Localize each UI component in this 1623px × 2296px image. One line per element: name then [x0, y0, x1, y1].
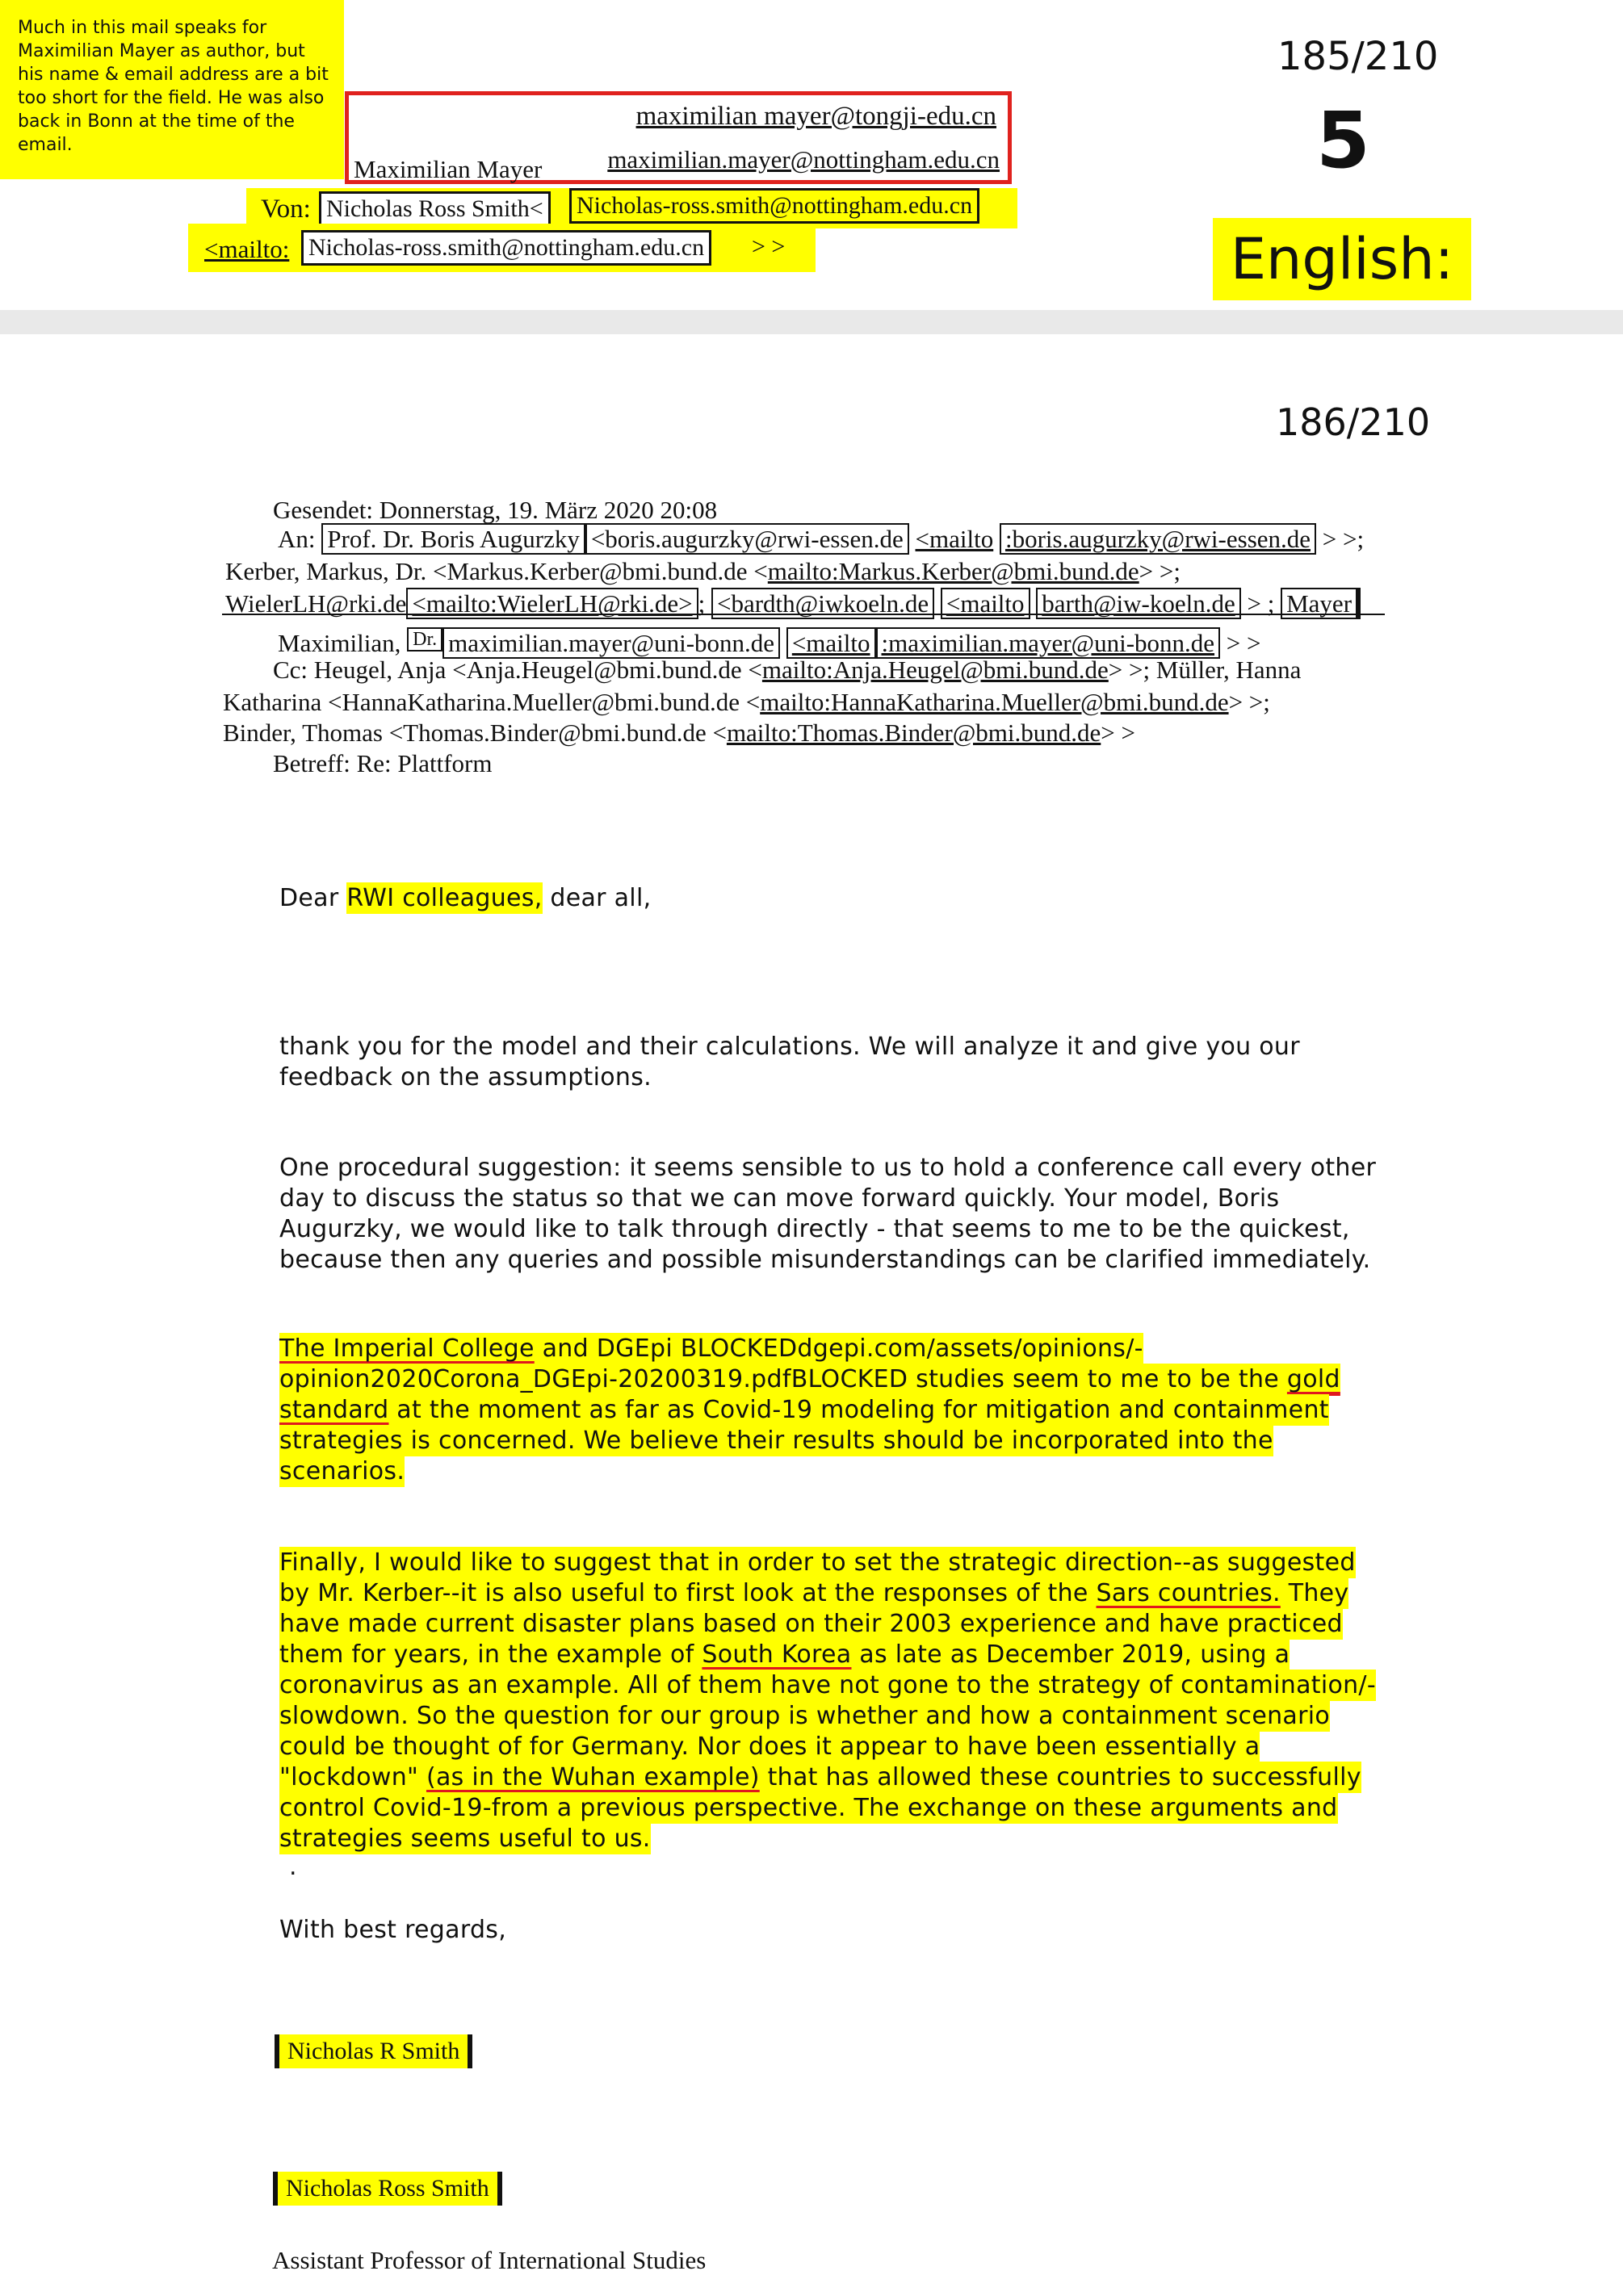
cc-end: > >; Müller, Hanna — [1108, 656, 1302, 684]
cc-binder-mailto: mailto:Thomas.Binder@bmi.bund.de — [726, 719, 1101, 747]
page-divider — [0, 310, 1623, 334]
from-name: Nicholas Ross Smith< — [319, 191, 551, 227]
mailto-email: Nicholas-ross.smith@nottingham.edu.cn — [301, 230, 711, 266]
highlight-box-red — [345, 91, 1012, 184]
to-line-1 — [278, 523, 1364, 555]
to-mayer-email: maximilian.mayer@uni-bonn.de — [442, 627, 780, 659]
cc-heugel-mailto: mailto:Anja.Heugel@bmi.bund.de — [761, 656, 1109, 684]
email-tongji: maximilian mayer@tongji-edu.cn — [635, 102, 996, 131]
cc-binder-end: > > — [1101, 719, 1136, 747]
p3-text: and DGEpi BLOCKEDdgepi.com/assets/opinions/-opinion2020Corona_DGEpi-20200319.pdfBLOCKED studies seem to me to be the — [279, 1334, 1287, 1393]
from-email: Nicholas-ross.smith@nottingham.edu.cn — [569, 188, 979, 224]
mailto-end: > > — [752, 233, 786, 260]
gold-standard: gold standard — [279, 1365, 1340, 1424]
p4-text-3: as late as December 2019, using a coronavirus as an example. All of them have not gone to the strategy of contamination/-slowdown. So the question for our group is whether and how a containment scenario could be thought of for Germany. Nor does it appear to have been essentially a "lockdown" — [279, 1640, 1376, 1791]
to-label: An: — [278, 525, 316, 553]
to-barth: <bardth@iwkoeln.de — [711, 588, 934, 619]
to-mayer: Mayer — [1281, 588, 1361, 619]
page-number: 185/210 — [1277, 34, 1439, 79]
cc-line-2 — [223, 686, 1270, 719]
closing: With best regards, — [279, 1916, 507, 1944]
to-mayer-end: > > — [1226, 629, 1261, 657]
to-mayer-mailto-addr: :maximilian.mayer@uni-bonn.de — [876, 627, 1221, 659]
to-barth-mailto: <mailto — [941, 588, 1030, 619]
greeting-highlight: RWI colleagues, — [346, 884, 543, 912]
to-end: > >; — [1322, 525, 1365, 553]
to-maximilian: Maximilian, — [278, 629, 401, 657]
cc-mueller-end: > >; — [1228, 688, 1270, 716]
cc-mueller-mailto: mailto:HannaKatharina.Mueller@bmi.bund.de — [760, 688, 1229, 716]
imperial-college: The Imperial College — [279, 1334, 535, 1363]
from-label: Von: — [261, 195, 311, 224]
signature-short: Nicholas R Smith — [275, 2034, 472, 2068]
to-name: Prof. Dr. Boris Augurzky — [321, 523, 585, 555]
stray-dot: . — [289, 1853, 297, 1881]
paragraph-4 — [279, 1548, 1378, 1854]
cc-heugel: Cc: Heugel, Anja <Anja.Heugel@bmi.bund.de < — [273, 656, 762, 684]
p3-text-end: at the moment as far as Covid-19 modeling for mitigation and containment strategies is concerned. We believe their results should be incorporated into the scenarios. — [279, 1396, 1329, 1485]
to-barth-end: > ; — [1247, 589, 1275, 618]
greeting-post: dear all, — [542, 884, 652, 912]
cc-binder: Binder, Thomas <Thomas.Binder@bmi.bund.de < — [223, 719, 727, 747]
to-email: <boris.augurzky@rwi-essen.de — [585, 523, 909, 555]
greeting-pre: Dear — [279, 884, 347, 912]
to-mailto-addr: :boris.augurzky@rwi-essen.de — [1000, 523, 1316, 555]
mailto-row — [188, 224, 816, 272]
cc-mueller: Katharina <HannaKatharina.Mueller@bmi.bund.de < — [223, 688, 761, 716]
to-kerber: Kerber, Markus, Dr. <Markus.Kerber@bmi.bund.de < — [225, 557, 768, 585]
to-sep: ; — [698, 589, 711, 618]
paragraph-1: thank you for the model and their calculations. We will analyze it and give you our feedback on the assumptions. — [279, 1033, 1300, 1091]
page-index: 5 — [1316, 95, 1370, 186]
south-korea: South Korea — [702, 1640, 852, 1669]
job-title: Assistant Professor of International Studies — [272, 2246, 707, 2274]
p4-text: Finally, I would like to suggest that in order to set the strategic direction--as suggested by Mr. Kerber--it is also useful to first look at the responses of the — [279, 1548, 1356, 1607]
to-mayer-mailto: <mailto — [786, 627, 876, 659]
wuhan-example: (as in the Wuhan example) — [426, 1763, 760, 1791]
signature-full: Nicholas Ross Smith — [273, 2172, 502, 2206]
sent-line: Gesendet: Donnerstag, 19. März 2020 20:08 — [273, 496, 718, 524]
to-barth-addr: barth@iw-koeln.de — [1036, 588, 1240, 619]
subject-line: Betreff: Re: Plattform — [273, 749, 493, 777]
to-wieler-mailto: <mailto:WielerLH@rki.de> — [406, 588, 698, 619]
email-nottingham: maximilian.mayer@nottingham.edu.cn — [607, 145, 1000, 174]
language-label: English: — [1213, 218, 1471, 300]
cc-line — [273, 654, 1301, 686]
sars-countries: Sars countries. — [1096, 1579, 1281, 1607]
cc-line-3 — [223, 717, 1135, 749]
p4-text-2: They have made current disaster plans based on their 2003 experience and have practiced them for years, in the example of — [279, 1579, 1349, 1669]
to-mailto: <mailto — [915, 525, 994, 553]
page-number: 186/210 — [1276, 400, 1431, 444]
paragraph-2: One procedural suggestion: it seems sensible to us to hold a conference call every other day to discuss the status so that we can move forward quickly. Your model, Boris Augurzky, we would like to talk through directly - that seems to me to be the quickest, because then any queries and possible misunderstandings can be clarified immediately. — [279, 1154, 1377, 1274]
to-kerber-end: > >; — [1139, 557, 1181, 585]
sender-name-mayer: Maximilian Mayer — [354, 155, 543, 183]
p4-text-end: that has allowed these countries to successfully control Covid-19-from a previous perspective. The exchange on these arguments and strategies seems useful to us. — [279, 1763, 1361, 1853]
to-line-2 — [225, 555, 1181, 588]
to-dr: Dr. — [407, 627, 442, 652]
redaction-line — [222, 614, 1385, 618]
mailto-label: <mailto: — [204, 235, 290, 263]
from-row — [246, 188, 1017, 228]
greeting — [279, 883, 1371, 914]
annotation-note: Much in this mail speaks for Maximilian Mayer as author, but his name & email address are a bit too short for the field. He was also back in Bonn at the time of the email. — [0, 0, 344, 179]
to-kerber-mailto: mailto:Markus.Kerber@bmi.bund.de — [767, 557, 1139, 585]
paragraph-3 — [279, 1334, 1361, 1487]
to-wieler: WielerLH@rki.de — [225, 589, 407, 618]
